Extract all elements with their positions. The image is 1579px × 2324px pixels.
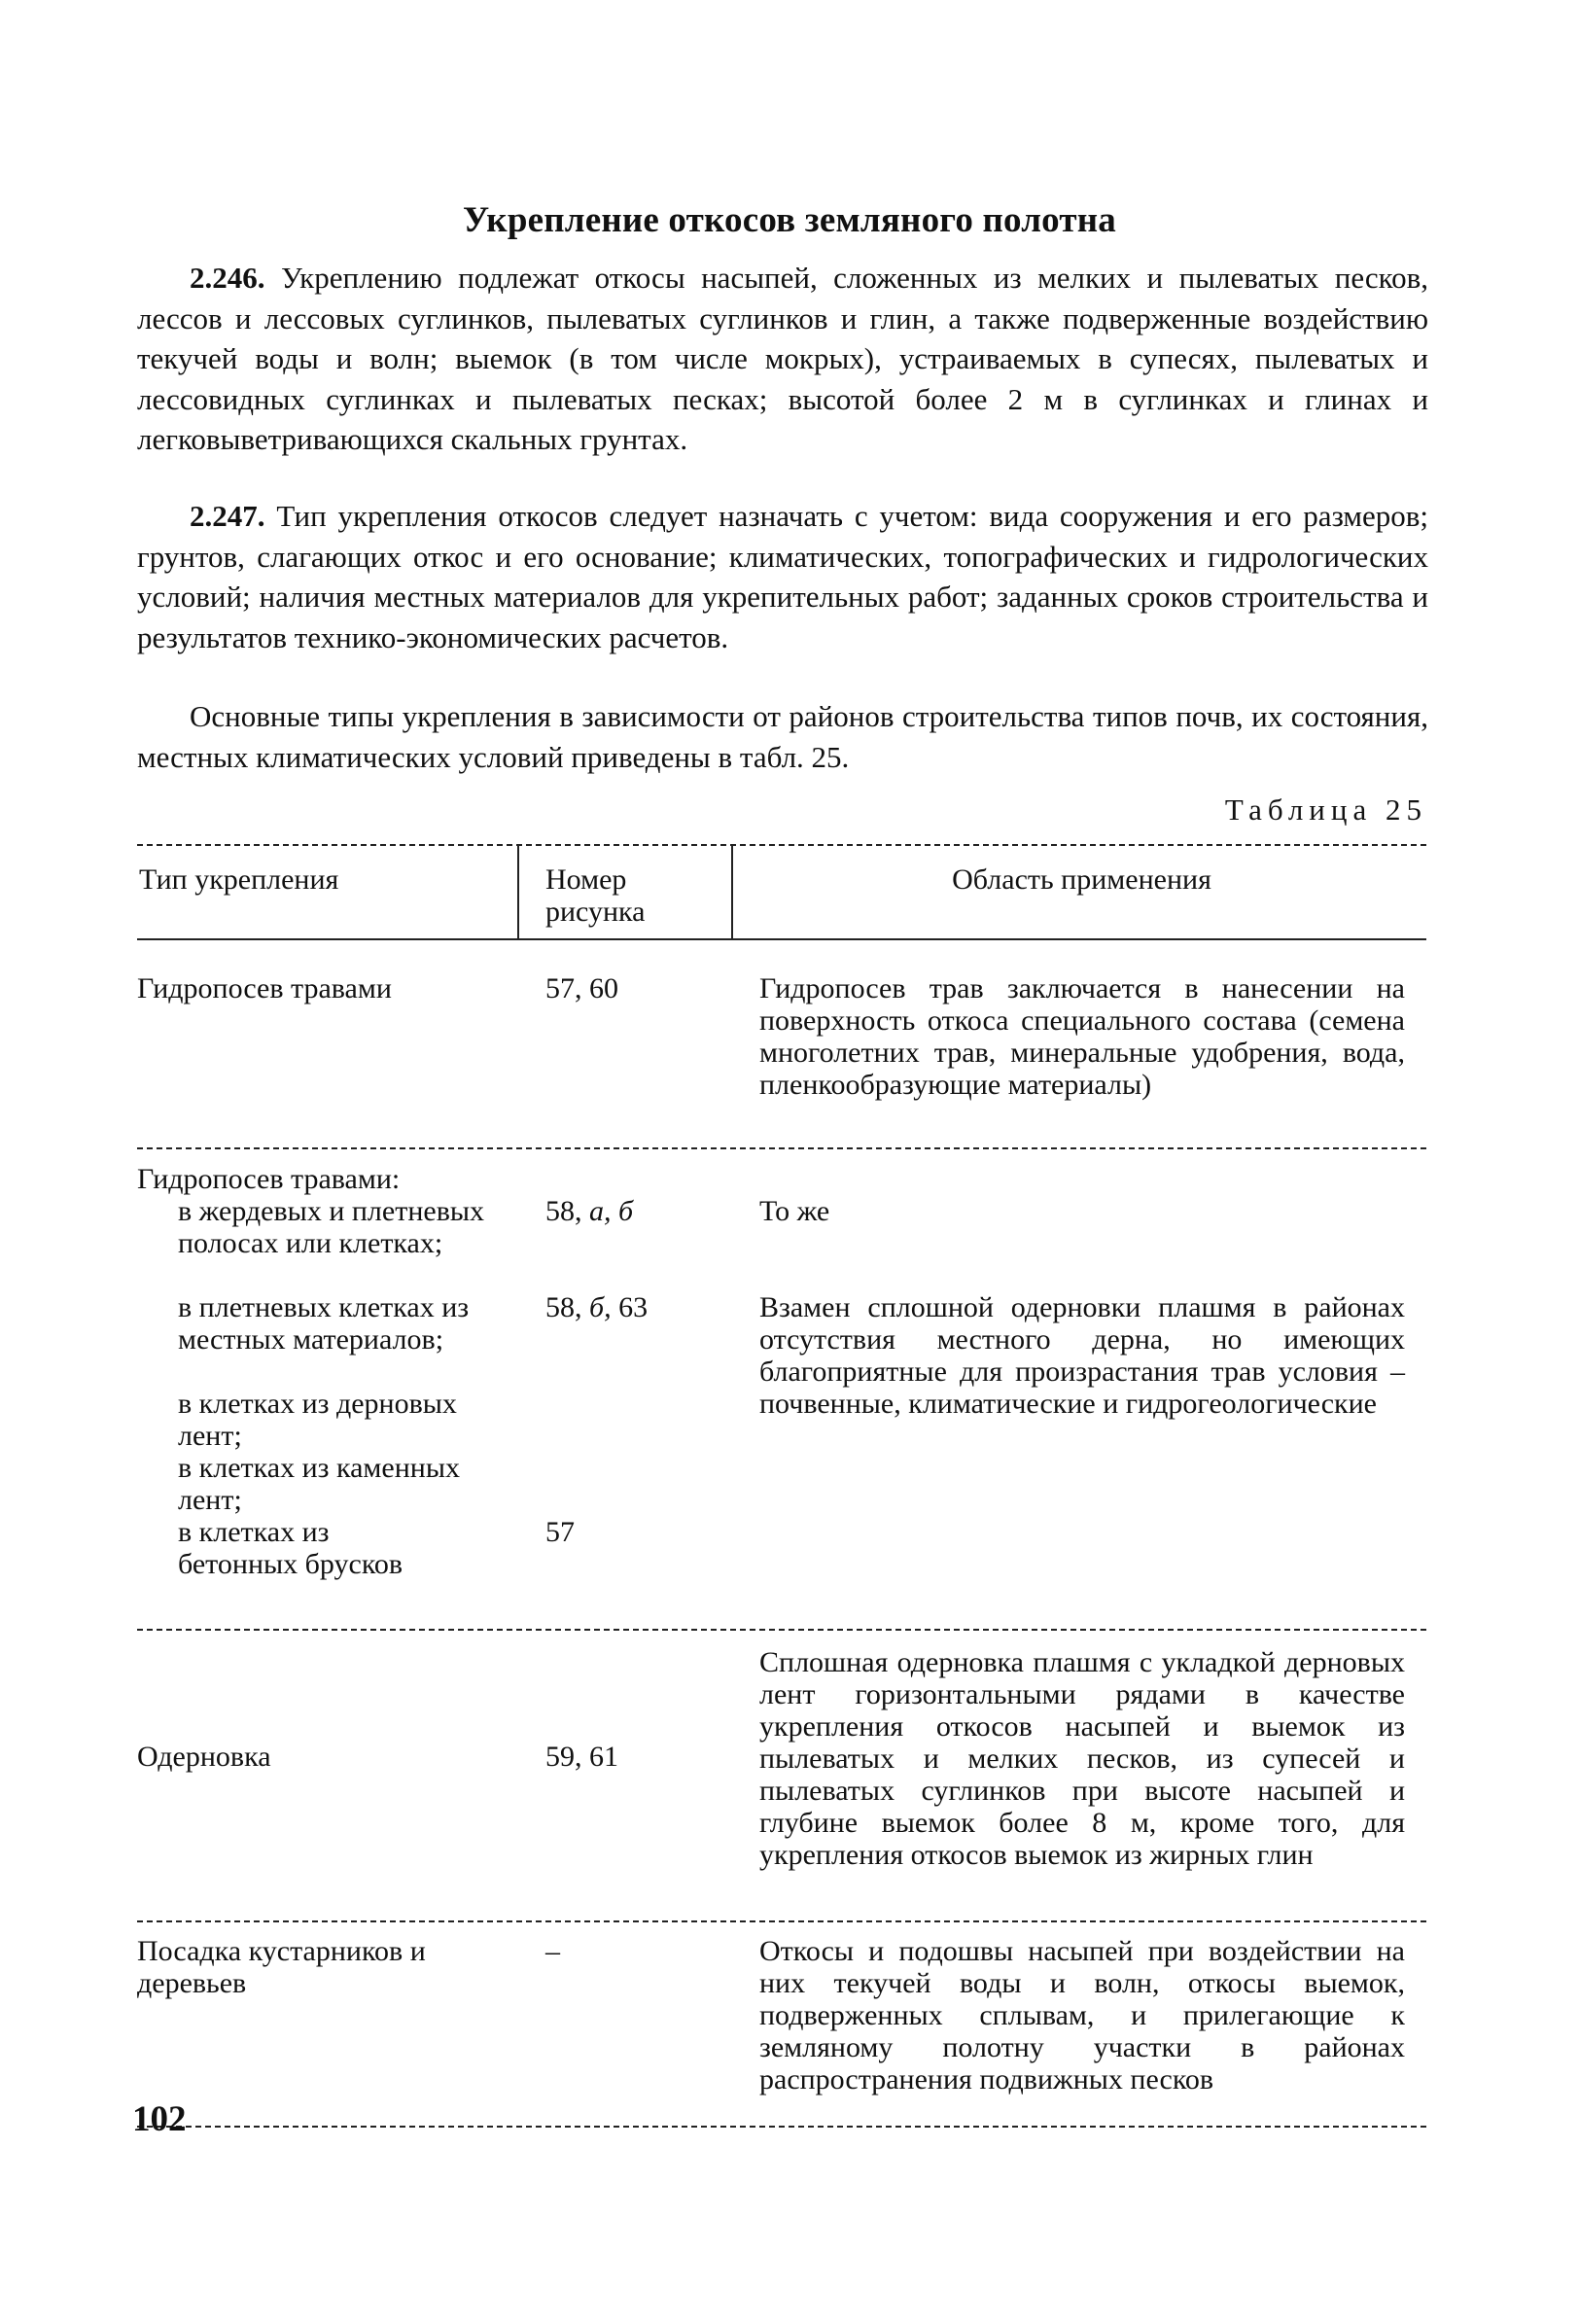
row-3-type: Одерновка <box>137 1741 271 1773</box>
paragraph-number: 2.246. <box>190 261 265 295</box>
row-3-area: Сплошная одерновка плашмя с укладкой дерновых лент горизонтальными рядами в качестве укрепления откосов насыпей и выемок из пылеватых и мелких песков, из супесей и пылеватых суглинков при высоте насыпей и глубине выемок более 8 м, кроме того, для укрепления откосов выемок из жирных глин <box>759 1646 1405 1871</box>
paragraph-text: Тип укрепления откосов следует назначать с учетом: вида сооружения и его размеров; грунтов, слагающих откос и его основание; климатических, топографических и гидрологических условий; наличия местных материалов для укрепительных работ; заданных сроков строительства и результатов технико-экономических расчетов. <box>137 499 1429 654</box>
row-2-sub-4-label: в клетках из каменных лент; <box>178 1452 460 1516</box>
row-rule <box>137 1629 1426 1631</box>
row-4-type: Посадка кустарников и деревьев <box>137 1935 426 1999</box>
row-2-sub-1-area: То же <box>759 1195 830 1227</box>
table-bottom-rule <box>137 2126 1426 2128</box>
table-top-rule <box>137 844 1426 846</box>
row-3-figure: 59, 61 <box>545 1741 618 1773</box>
row-4-area: Откосы и подошвы насыпей при воздействии на них текучей воды и волн, откосы выемок, подверженных сплывам, и прилегающие к земляному полотну участки в районах распространения подвижных песков <box>759 1935 1405 2095</box>
section-title: Укрепление откосов земляного полотна <box>462 200 1116 240</box>
row-2-sub-2-figure: 58, б, 63 <box>545 1291 649 1323</box>
row-4-figure: – <box>545 1935 560 1967</box>
header-divider <box>517 844 519 938</box>
row-2-sub-5-figure: 57 <box>545 1516 575 1548</box>
paragraph-table-intro <box>137 696 1428 777</box>
table-header-rule <box>137 938 1426 940</box>
row-2-sub-3-label: в клетках из дерновых лент; <box>178 1388 457 1452</box>
table-caption: Таблица 25 <box>1224 792 1427 827</box>
row-rule <box>137 1147 1426 1149</box>
header-type: Тип укрепления <box>139 863 339 896</box>
row-1-area: Гидропосев трав заключается в нанесении на поверхность откоса специального состава (семена многолетних трав, минеральные удобрения, вода, пленкообразующие материалы) <box>759 972 1405 1101</box>
paragraph-2-246 <box>137 258 1428 460</box>
paragraph-2-247 <box>137 496 1428 657</box>
row-1-figure: 57, 60 <box>545 972 618 1004</box>
header-figure: Номер рисунка <box>545 863 646 928</box>
paragraph-text: Основные типы укрепления в зависимости от районов строительства типов почв, их состояния, местных климатических условий приведены в табл. 25. <box>137 699 1428 774</box>
row-2-sub-1-figure: 58, а, б <box>545 1195 634 1227</box>
row-rule <box>137 1920 1426 1922</box>
row-2-type: Гидропосев травами: <box>137 1163 401 1195</box>
header-divider <box>731 844 733 938</box>
row-2-sub-5-label: в клетках из бетонных брусков <box>178 1516 404 1580</box>
row-2-sub-2-area: Взамен сплошной одерновки плашмя в районах отсутствия местного дерна, но имеющих благоприятные для произрастания трав условия – почвенные, климатические и гидрогеологические <box>759 1291 1405 1420</box>
header-area: Область применения <box>952 863 1211 896</box>
row-1-type: Гидропосев травами <box>137 972 392 1004</box>
row-2-sub-1-label: в жердевых и плетневых полосах или клетках; <box>178 1195 485 1259</box>
paragraph-text: Укреплению подлежат откосы насыпей, сложенных из мелких и пылеватых песков, лессов и лессовых суглинков, пылеватых суглинков и глин, а также подверженные воздействию текучей воды и волн; выемок (в том числе мокрых), устраиваемых в супесях, пылеватых и лессовидных суглинках и пылеватых песках; высотой более 2 м в суглинках и глинах и легковыветривающихся скальных грунтах. <box>137 261 1428 456</box>
row-2-sub-2-label: в плетневых клетках из местных материалов; <box>178 1291 470 1356</box>
paragraph-number: 2.247. <box>190 499 265 533</box>
page-number: 102 <box>132 2099 187 2139</box>
